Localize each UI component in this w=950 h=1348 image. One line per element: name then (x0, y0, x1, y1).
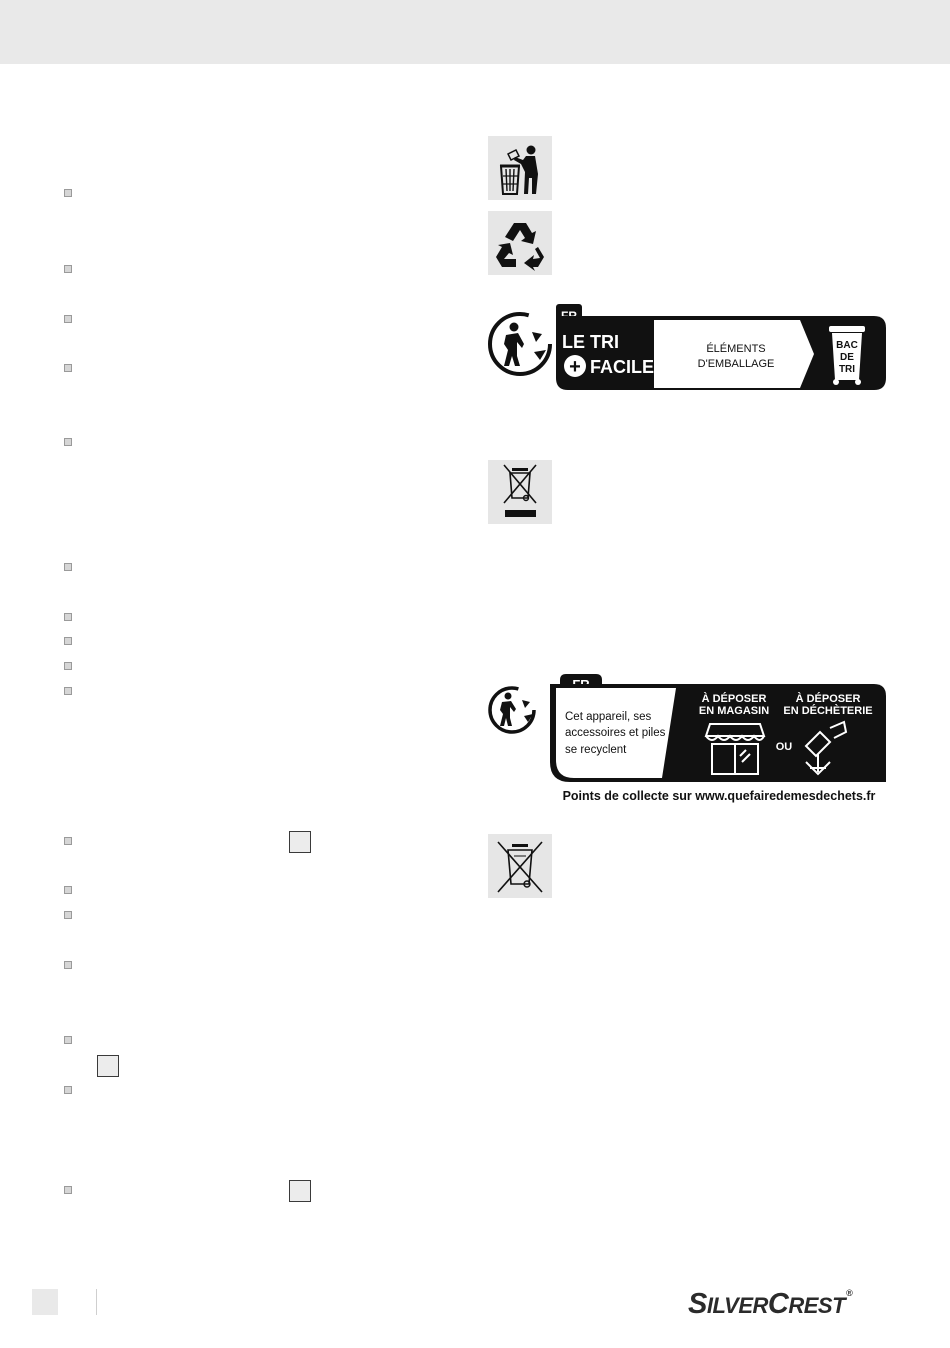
list-bullet (64, 364, 72, 372)
figure-reference-box (289, 831, 311, 853)
list-bullet (64, 961, 72, 969)
list-bullet (64, 315, 72, 323)
list-bullet (64, 886, 72, 894)
list-bullet (64, 837, 72, 845)
list-bullet (64, 265, 72, 273)
dump-label-line2: EN DÉCHÈTERIE (783, 705, 873, 717)
list-bullet (64, 662, 72, 670)
triman-title-line2: FACILE (590, 357, 655, 377)
page-number-box (32, 1289, 58, 1315)
list-bullet (64, 1086, 72, 1094)
store-label-line2: EN MAGASIN (698, 705, 770, 717)
svg-text:BAC: BAC (836, 340, 858, 351)
list-bullet (64, 1186, 72, 1194)
triman-device-logo (484, 672, 888, 808)
svg-text:DE: DE (840, 352, 854, 363)
list-bullet (64, 687, 72, 695)
packaging-label-line2: D'EMBALLAGE (697, 358, 775, 370)
footer-divider (96, 1289, 97, 1315)
triman-person-icon (490, 314, 550, 374)
device-text-line3: se recyclent (565, 744, 627, 756)
crossed-bin-icon (488, 834, 552, 898)
list-bullet (64, 563, 72, 571)
or-label: OU (775, 741, 793, 753)
crossed-bin-bar-icon (488, 460, 552, 524)
dump-label-line1: À DÉPOSER (795, 693, 861, 705)
page-header-band (0, 0, 950, 64)
list-bullet (64, 438, 72, 446)
svg-text:TRI: TRI (838, 364, 856, 375)
recycling-icon (488, 211, 552, 275)
triman-title-line1: LE TRI (562, 332, 619, 352)
brand-logo: SILVERCREST® (688, 1288, 853, 1320)
packaging-label-line1: ÉLÉMENTS (706, 343, 766, 355)
figure-reference-box (289, 1180, 311, 1202)
store-label-line1: À DÉPOSER (701, 693, 767, 705)
device-text-line2: accessoires et piles (565, 727, 666, 739)
collection-note: Points de collecte sur www.quefairedemesdechets.fr (562, 789, 876, 803)
list-bullet (64, 189, 72, 197)
list-bullet (64, 613, 72, 621)
device-text-line1: Cet appareil, ses (565, 711, 652, 723)
triman-plus-sign: + (569, 356, 581, 378)
figure-reference-box (97, 1055, 119, 1077)
triman-packaging-logo (484, 302, 888, 394)
list-bullet (64, 911, 72, 919)
list-bullet (64, 1036, 72, 1044)
tidyman-icon (488, 136, 552, 200)
triman-person-icon (490, 688, 534, 732)
list-bullet (64, 637, 72, 645)
